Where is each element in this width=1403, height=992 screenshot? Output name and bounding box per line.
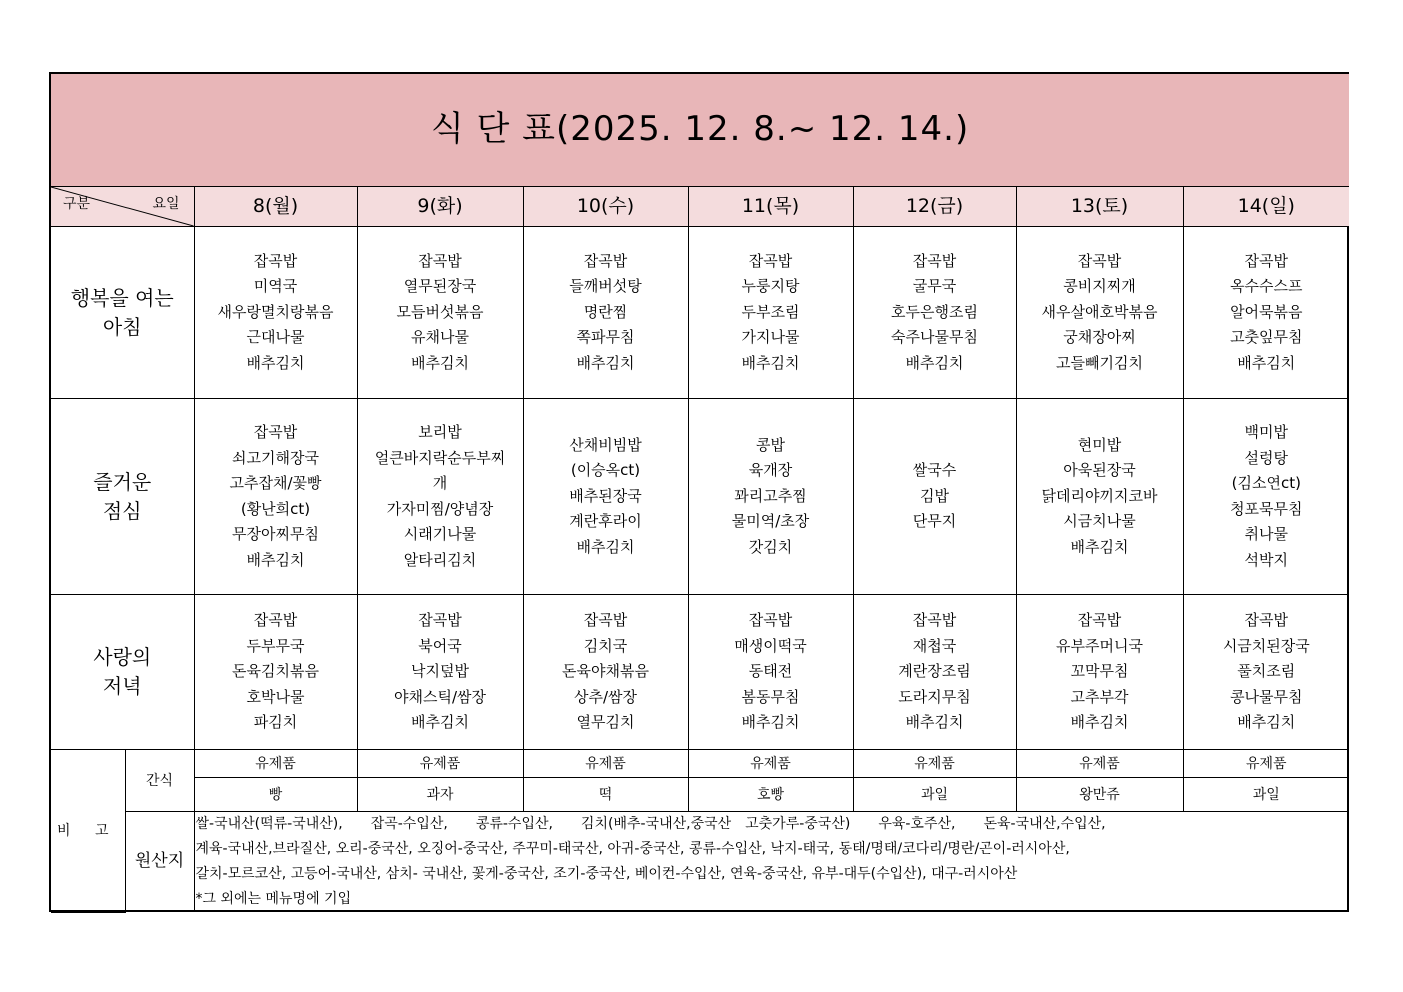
menu-item: 닭데리야끼지코바 (1041, 486, 1158, 505)
menu-item: 배추김치 (576, 537, 635, 556)
corner-category-label: 구분 (63, 196, 91, 212)
snack-cell: 유제품 (1016, 750, 1183, 778)
menu-item: 모듬버섯볶음 (396, 302, 484, 321)
menu-item: (황난희ct) (240, 499, 311, 518)
lunch-label: 즐거운 점심 (51, 399, 194, 595)
menu-item: 잡곡밥 (1077, 611, 1122, 630)
menu-item: 잡곡밥 (418, 611, 462, 630)
menu-cell (853, 227, 1016, 399)
menu-cell (357, 227, 523, 399)
menu-item: 콩나물무침 (1230, 687, 1303, 706)
menu-item: 백미밥 (1244, 423, 1289, 441)
menu-item: 유부주머니국 (1056, 636, 1143, 655)
menu-item: 굴무국 (912, 277, 957, 296)
menu-item: 배추김치 (246, 353, 305, 372)
menu-item: 쇠고기해장국 (232, 448, 319, 467)
menu-item: 가자미찜/양념장 (386, 499, 494, 518)
menu-item: 돈육김치볶음 (232, 662, 319, 681)
menu-item: 옥수수스프 (1230, 277, 1303, 296)
menu-item: 물미역/초장 (731, 512, 810, 531)
menu-cell (357, 595, 523, 750)
menu-item: 풀치조림 (1237, 662, 1296, 681)
menu-item: 배추김치 (1237, 353, 1296, 372)
menu-item: 알어묵볶음 (1230, 302, 1303, 321)
day-header: 14(일) (1183, 187, 1349, 227)
corner-day-label: 요일 (152, 196, 180, 212)
menu-item: 쌀국수 (912, 461, 957, 480)
menu-item: 아욱된장국 (1063, 461, 1136, 480)
origin-line: *그 외에는 메뉴명에 기입 (195, 891, 352, 907)
menu-item: 열무김치 (576, 713, 635, 732)
menu-item: 궁채장아찌 (1063, 328, 1136, 347)
snack-cell: 호빵 (688, 778, 853, 812)
origin-line: 갈치-모르코산, 고등어-국내산, 삼치- 국내산, 꽃게-중국산, 조기-중국산, 베이컨-수입산, 연육-중국산, 유부-대두(수입산), 대구-러시아산 (195, 866, 1018, 882)
snack-cell: 유제품 (688, 750, 853, 778)
menu-item: 유채나물 (411, 328, 469, 347)
snack-cell: 유제품 (523, 750, 688, 778)
snack-row-1 (51, 750, 1349, 778)
menu-item: 시금치나물 (1063, 512, 1136, 531)
menu-item: 알타리김치 (403, 550, 477, 569)
menu-cell (1016, 227, 1183, 399)
notes-label: 비 고 (51, 750, 125, 913)
menu-item: 잡곡밥 (748, 611, 793, 630)
menu-item: 두부조림 (741, 302, 800, 321)
menu-item: 낙지덮밥 (411, 662, 469, 681)
day-header: 13(토) (1016, 187, 1183, 227)
menu-item: 배추김치 (905, 713, 964, 732)
menu-item: 고추잡채/꽃빵 (229, 474, 322, 492)
menu-item: 새우랑멸치랑볶음 (217, 302, 334, 321)
menu-cell (523, 399, 688, 595)
menu-item: 가지나물 (741, 328, 800, 347)
menu-item: 잡곡밥 (912, 611, 957, 630)
snack-cell: 유제품 (1183, 750, 1349, 778)
snack-cell: 유제품 (194, 750, 357, 778)
menu-item: 배추김치 (411, 713, 469, 732)
menu-item: 잡곡밥 (583, 611, 628, 630)
menu-item: 배추김치 (576, 353, 635, 372)
snack-label: 간식 (125, 750, 194, 812)
menu-item: 명란찜 (583, 302, 628, 321)
menu-item: 잡곡밥 (1244, 611, 1289, 630)
menu-item: 육개장 (748, 461, 793, 480)
menu-item: 현미밥 (1077, 435, 1122, 454)
snack-cell: 과일 (853, 778, 1016, 812)
menu-item: 쪽파무침 (576, 328, 635, 347)
menu-cell (688, 227, 853, 399)
day-header: 9(화) (357, 187, 523, 227)
menu-item: 호두은행조림 (891, 302, 978, 321)
menu-cell (688, 595, 853, 750)
menu-item: 잡곡밥 (748, 251, 793, 270)
menu-item: 배추김치 (1070, 713, 1129, 732)
menu-cell (688, 399, 853, 595)
menu-item: 개 (432, 474, 448, 492)
menu-item: 콩비지찌개 (1063, 277, 1136, 296)
menu-cell (853, 399, 1016, 595)
menu-item: 취나물 (1244, 525, 1289, 543)
menu-item: 고추부각 (1070, 687, 1129, 706)
menu-item: 꼬막무침 (1070, 662, 1129, 681)
menu-item: (이승옥ct) (570, 461, 641, 480)
menu-cell (1016, 399, 1183, 595)
menu-item: 근대나물 (246, 328, 305, 347)
menu-item: 꽈리고추찜 (734, 486, 807, 505)
menu-item: (김소연ct) (1231, 474, 1301, 492)
menu-sheet (49, 72, 1349, 912)
menu-cell (853, 595, 1016, 750)
menu-item: 동태전 (748, 662, 793, 681)
menu-item: 배추김치 (741, 353, 800, 372)
menu-item: 석박지 (1244, 550, 1289, 569)
menu-item: 들깨버섯탕 (569, 277, 642, 296)
menu-item: 도라지무침 (898, 687, 971, 706)
menu-item: 누룽지탕 (741, 277, 800, 296)
menu-item: 시래기나물 (403, 525, 477, 543)
menu-cell (1016, 595, 1183, 750)
menu-cell (194, 399, 357, 595)
menu-item: 갓김치 (748, 537, 793, 556)
menu-item: 야채스틱/쌈장 (394, 687, 486, 706)
menu-item: 미역국 (253, 277, 298, 296)
menu-item: 단무지 (912, 512, 957, 531)
snack-cell: 왕만쥬 (1016, 778, 1183, 812)
breakfast-label: 행복을 여는 아침 (51, 227, 194, 399)
origin-line: 쌀-국내산(떡류-국내산), 잡곡-수입산, 콩류-수입산, 김치(배추-국내산,중국산 고춧가루-중국산) 우육-호주산, 돈육-국내산,수입산, (195, 816, 1106, 832)
menu-item: 상추/쌈장 (573, 687, 637, 706)
menu-item: 배추된장국 (569, 486, 642, 505)
menu-item: 파김치 (253, 713, 298, 732)
menu-item: 열무된장국 (403, 277, 477, 296)
menu-item: 잡곡밥 (1077, 251, 1122, 270)
menu-table (51, 74, 1349, 913)
menu-item: 재첩국 (912, 636, 957, 655)
menu-item: 계란장조림 (898, 662, 971, 681)
menu-item: 배추김치 (411, 353, 469, 372)
menu-item: 돈육야채볶음 (562, 662, 649, 681)
menu-cell (194, 595, 357, 750)
menu-cell (1183, 595, 1349, 750)
menu-item: 호박나물 (246, 687, 305, 706)
menu-item: 계란후라이 (569, 512, 642, 531)
menu-item: 시금치된장국 (1222, 636, 1310, 655)
menu-item: 콩밥 (756, 435, 785, 454)
origin-label: 원산지 (125, 812, 194, 913)
menu-item: 설렁탕 (1244, 448, 1289, 467)
menu-item: 산채비빔밥 (569, 435, 642, 454)
snack-cell: 유제품 (357, 750, 523, 778)
menu-item: 배추김치 (1070, 537, 1129, 556)
menu-item: 봄동무침 (741, 687, 800, 706)
menu-item: 고춧잎무침 (1230, 328, 1303, 347)
menu-cell (1183, 227, 1349, 399)
menu-cell (194, 227, 357, 399)
snack-cell: 빵 (194, 778, 357, 812)
menu-item: 배추김치 (905, 353, 964, 372)
menu-item: 고들빼기김치 (1056, 353, 1143, 372)
breakfast-row (51, 227, 1349, 399)
menu-item: 새우살애호박볶음 (1041, 302, 1158, 321)
menu-item: 잡곡밥 (253, 611, 298, 630)
lunch-row (51, 399, 1349, 595)
snack-cell: 떡 (523, 778, 688, 812)
day-header: 11(목) (688, 187, 853, 227)
menu-item: 숙주나물무침 (891, 328, 978, 347)
menu-cell (1183, 399, 1349, 595)
menu-cell (357, 399, 523, 595)
snack-row-2 (51, 778, 1349, 812)
menu-item: 잡곡밥 (912, 251, 957, 270)
menu-cell (523, 595, 688, 750)
origin-row (51, 812, 1349, 913)
menu-item: 매생이떡국 (734, 636, 807, 655)
menu-cell (523, 227, 688, 399)
page-title: 식 단 표(2025. 12. 8.~ 12. 14.) (51, 74, 1349, 187)
snack-cell: 과자 (357, 778, 523, 812)
menu-item: 청포묵무침 (1230, 499, 1303, 518)
snack-cell: 과일 (1183, 778, 1349, 812)
menu-item: 잡곡밥 (1244, 251, 1289, 270)
menu-item: 김치국 (583, 636, 628, 655)
menu-item: 잡곡밥 (253, 251, 298, 270)
menu-item: 잡곡밥 (418, 251, 462, 270)
snack-cell: 유제품 (853, 750, 1016, 778)
dinner-row (51, 595, 1349, 750)
menu-item: 북어국 (418, 636, 462, 655)
menu-item: 배추김치 (741, 713, 800, 732)
day-header: 10(수) (523, 187, 688, 227)
day-header: 12(금) (853, 187, 1016, 227)
menu-item: 무장아찌무침 (232, 525, 319, 543)
dinner-label: 사랑의 저녁 (51, 595, 194, 750)
menu-item: 김밥 (920, 486, 949, 505)
origin-text (194, 812, 1349, 913)
origin-line: 계육-국내산,브라질산, 오리-중국산, 오징어-중국산, 주꾸미-태국산, 아귀-중국산, 콩류-수입산, 낙지-태국, 동태/명태/코다리/명란/곤이-러시아산, (195, 841, 1070, 857)
menu-item: 얼큰바지락순두부찌 (374, 448, 506, 467)
menu-item: 두부무국 (246, 636, 305, 655)
menu-item: 배추김치 (1237, 713, 1296, 732)
corner-header (51, 187, 194, 227)
day-header: 8(월) (194, 187, 357, 227)
menu-item: 잡곡밥 (253, 423, 298, 441)
menu-item: 보리밥 (418, 423, 462, 441)
menu-item: 잡곡밥 (583, 251, 628, 270)
menu-item: 배추김치 (246, 550, 305, 569)
